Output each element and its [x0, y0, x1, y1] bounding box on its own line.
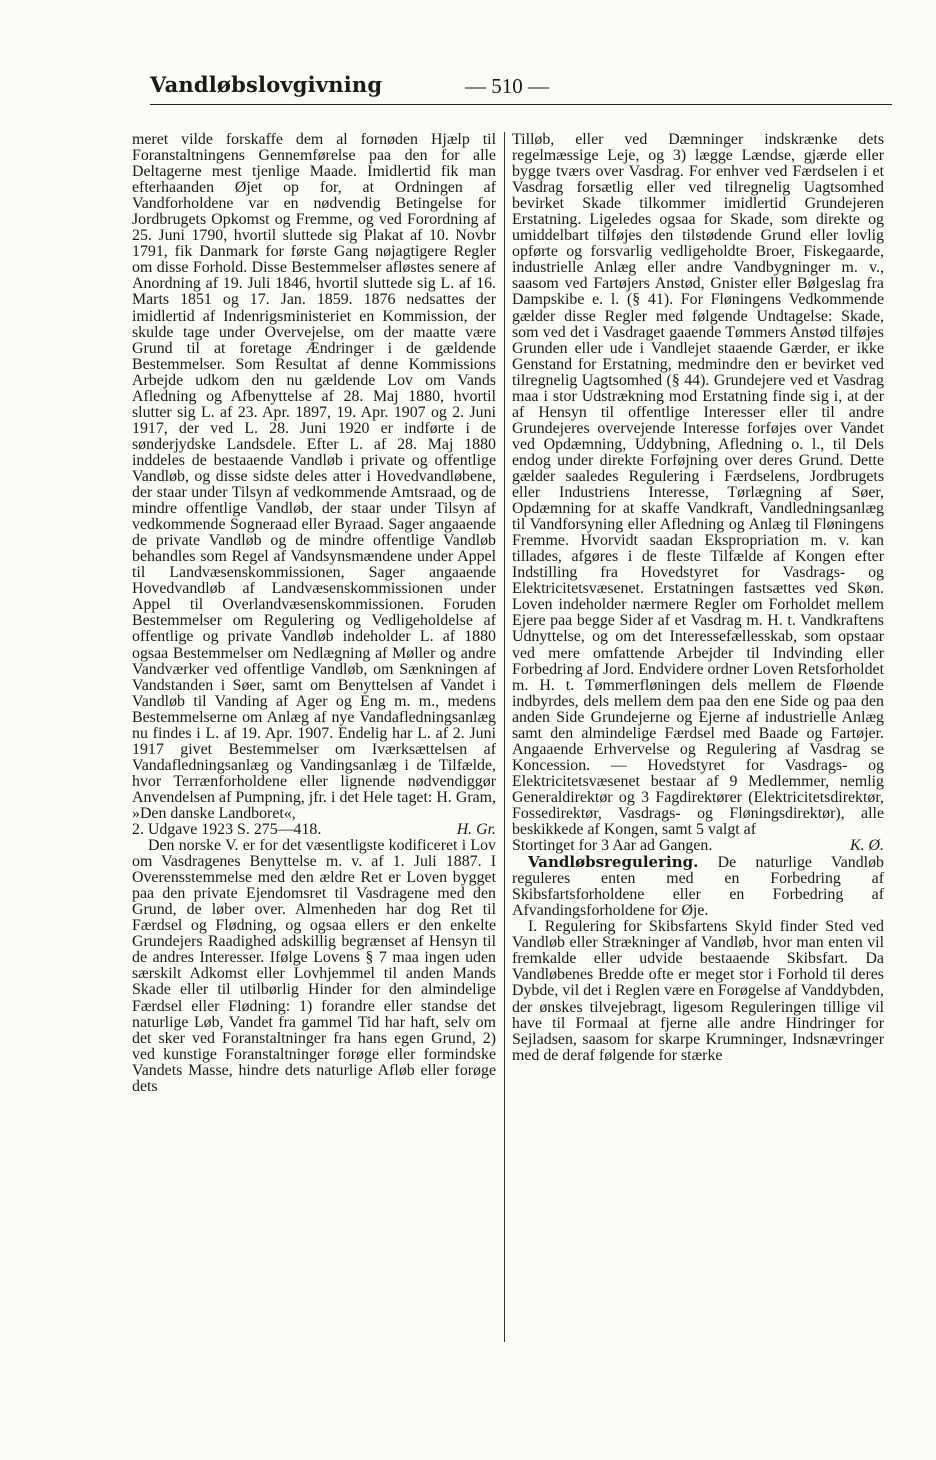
entry-vandlobsregulering: [512, 854, 884, 919]
column-divider: [504, 132, 505, 1342]
page-header: [150, 72, 890, 106]
paragraph-norwegian-law-cont: Tilløb, eller ved Dæmninger indskrænke dets regelmæssige Leje, og 3) lægge Lændse, gjærde eller bygge tværs over Vasdrag. For enhver ved Færdselen i et Vasdrag forsætlig eller ved tilregnelig Uagtsomhed bevirket Skade tilkommer imidlertid Grundejeren Erstatning. Ligeledes ogsaa for Skade, som direkte og umiddelbart tilføjes den tilstødende Grund eller lovlig opførte og forsvarlig vedligeholdte Broer, Fiskegaarde, industrielle Anlæg eller andre Vandbygninger m. v., saasom ved Fartøjers Anstød, Gnister eller Bølgeslag fra Dampskibe e. l. (§ 41). For Fløningens Vedkommende gælder disse Regler med følgende Undtagelse: Skade, som ved det i Vasdraget gaaende Tømmers Anstød tilføjes Grunden eller ude i Vandlejet staaende Gærder, er ikke Genstand for Erstatning, medmindre den er bevirket ved tilregnelig Uagtsomhed (§ 44). Grundejere ved et Vasdrag maa i stor Udstrækning mod Erstatning finde sig i, at der af Hensyn til offentlige Interesser eller til andre Grundejeres overvejende Interesse forføjes over Vandet ved Opdæmning, Uddybning, Afledning o. l., til Dels endog under direkte Forføjning over deres Grund. Dette gælder saaledes Regulering i Færdselens, Jordbrugets eller Industriens Interesse, Tørlægning af Søer, Opdæmning for at skaffe Vandkraft, Vandledningsanlæg til Vandforsyning eller Afledning og Anlæg til Fløningens Fremme. Hvorvidt saadan Ekspropriation m. v. kan tillades, afgøres i de fleste Tilfælde af Kongen efter Indstilling fra Hovedstyret for Vasdrags- og Elektricitetsvæsenet. Erstatningen fastsættes ved Skøn. Loven indeholder nærmere Regler om Forholdet mellem Ejere paa begge Sider af et Vasdrag m. H. t. Vandkraftens Udnyttelse, og om det Interessefællesskab, som opstaar ved mere omfattende Arbejder til Indvinding eller Forbedring af Jord. Endvidere ordner Loven Retsforholdet m. H. t. Tømmerfløningen dels mellem de Fløende indbyrdes, dels mellem dem paa den ene Side og paa den anden Side Grundejerne og Ejerne af industrielle Anlæg samt den almindelige Færdsel med Baade og Fartøjer. Angaaende Erhvervelse og Regulering af Vasdrag se Koncession. — Hovedstyret for Vasdrags- og Elektricitetsvæsenet bestaar af 9 Medlemmer, nemlig Generaldirektør og 3 Fagdirektører (Elektricitetsdirektør, Fossedirektør, Vasdrags- og Fløningsdirektør), alle beskikkede af Kongen, samt 5 valgt af: [512, 131, 885, 839]
header-rule: [150, 104, 892, 105]
paragraph-norwegian-law: Den norske V. er for det væsentligste kodificeret i Lov om Vasdragenes Benyttelse m. v. af 1. Juli 1887. I Overensstemmelse med den ældre Ret er Loven bygget paa den private Ejendomsret til Vasdragene med den Grund, de løber over. Almenheden har dog Ret til Færdsel og Flødning, og ogsaa ellers er den enkelte Grundejers Raadighed adskillig begrænset af Hensyn til de andres Interesser. Ifølge Lovens § 7 maa ingen uden særskilt Adkomst eller Lovhjemmel til anden Mands Skade eller til utilbørlig Hinder for den almindelige Færdsel eller Flødning: 1) forandre eller standse det naturlige Løb, Vandet fra gammel Tid har haft, selv om det sker ved Foranstaltninger fra hans egen Grund, 2) ved kunstige Foranstaltninger forøge eller formindske Vandets Masse, hindre dets naturlige Afløb eller forøge dets: [132, 837, 496, 1095]
left-column: [132, 132, 496, 1095]
signature-line: [132, 822, 496, 838]
running-title: Vandløbslovgivning: [150, 72, 383, 97]
author-signature: H. Gr.: [456, 821, 496, 839]
headword: Vandløbsregulering.: [528, 853, 699, 872]
entry-text: De naturlige Vandløb reguleres enten med en Forbedring af Skibsfartsforholdene eller en Forbedring af Afvandingsforholdene for Øje.: [512, 854, 884, 920]
paragraph-danish-law: meret vilde forskaffe dem al fornøden Hjælp til Foranstaltningens Gennemførelse paa den for alle Deltagerne mest tjenlige Maade. Imidlertid fik man efterhaanden Øjet op for, at Ordningen af Vandforholdene var en nødvendig Betingelse for Jordbrugets Opkomst og Fremme, og ved Forordning af 25. Juni 1790, hvortil sluttede sig Plakat af 10. Novbr 1791, fik Danmark for første Gang nøjagtigere Regler om disse Forhold. Disse Bestemmelser afløstes senere af Anordning af 19. Juli 1846, hvortil sluttede sig L. af 16. Marts 1851 og 17. Jan. 1859. 1876 nedsattes der imidlertid af Indenrigsministeriet en Kommission, der skulde tage under Overvejelse, om der maatte være Grund til at foretage Ændringer i de gældende Bestemmelser. Som Resultat af denne Kommissions Arbejde udkom den nu gældende Lov om Vands Afledning og Afbenyttelse af 28. Maj 1880, hvortil slutter sig L. af 23. Apr. 1897, 19. Apr. 1907 og 2. Juni 1917, der ved L. 28. Juni 1920 er indførte i de sønderjydske Landsdele. Efter L. af 28. Maj 1880 inddeles de bestaaende Vandløb i private og offentlige Vandløb, og disse sidste deles atter i Hovedvandløbene, der staar under Tilsyn af vedkommende Amtsraad, og de mindre offentlige Vandløb, der staar under Tilsyn af vedkommende Sogneraad eller Byraad. Sager angaaende de private Vandløb og de mindre offentlige Vandløb behandles som Regel af Vandsynsmændene under Appel til Landvæsenskommissionen, Sager angaaende Hovedvandløb af Landvæsenskommissionen under Appel til Overlandvæsenskommissionen. Foruden Bestemmelser om Regulering og Vedligeholdelse af offentlige og private Vandløb indeholder L. af 1880 ogsaa Bestemmelser om Nedlægning af Møller og andre Vandværker ved offentlige Vandløb, om Sænkningen af Vandstanden i Søer, samt om Benyttelsen af Vandet i Vandløb til Vanding af Ager og Eng m. m., medens Bestemmelserne om Anlæg af nye Vandafledningsanlæg nu findes i L. af 19. Apr. 1907. Endelig har L. af 2. Juni 1917 givet Bestemmelser om Iværksættelsen af Vandafledningsanlæg og Vandingsanlæg i de Tilfælde, hvor Terrænforholdene eller lignende nødvendiggør Anvendelsen af Pumpning, jfr. i det Hele taget: H. Gram, »Den danske Landboret«,: [132, 131, 496, 822]
signature-line: [512, 838, 884, 854]
storting-line: Stortinget for 3 Aar ad Gangen.: [512, 837, 713, 855]
page-number: — 510 —: [465, 74, 549, 98]
author-signature: K. Ø.: [850, 837, 884, 855]
paragraph-skibsfart: I. Regulering for Skibsfartens Skyld finder Sted ved Vandløb eller Strækninger af Vandløb, hvor man enten vil fremkalde eller udvide bestaaende Skibsfart. Da Vandløbenes Bredde ofte er meget stor i Forhold til deres Dybde, vil det i Reglen være en Forøgelse af Vanddybden, der ønskes tilvejebragt, ligesom Reguleringen tillige vil have til Formaal at fjerne alle andre Hindringer for Sejladsen, saasom for skarpe Krumninger, Indsnævringer med de deraf følgende for stærke: [512, 918, 884, 1064]
right-column: [512, 132, 884, 1064]
citation-edition: 2. Udgave 1923 S. 275—418.: [132, 821, 322, 839]
